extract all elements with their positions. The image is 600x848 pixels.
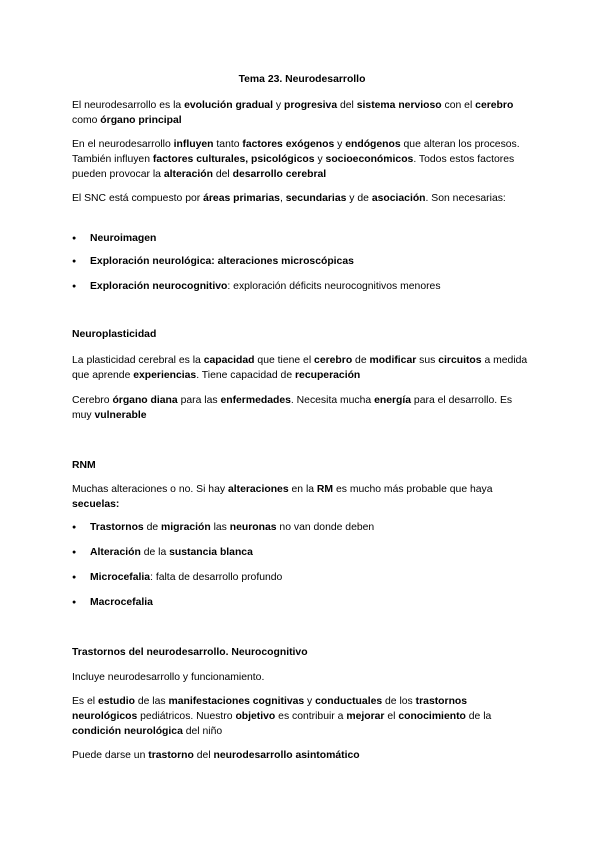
trastornos-paragraph-1: [72, 670, 532, 685]
text-run: En el neurodesarrollo: [72, 139, 174, 150]
bold-text: Macrocefalia: [90, 597, 153, 608]
text-run: La plasticidad cerebral es la: [72, 355, 204, 366]
text-run: del: [212, 169, 233, 180]
bold-text: cerebro: [314, 355, 353, 366]
bold-text: progresiva: [283, 100, 338, 111]
trastornos-paragraph-2: [72, 694, 532, 739]
intro-paragraph-1: [72, 98, 532, 128]
text-run: . Todos estos factores pueden provocar la: [72, 154, 515, 180]
bold-text: neurodesarrollo asintomático: [213, 750, 360, 761]
rnm-paragraph-1: [72, 482, 532, 512]
bold-text: evolución gradual: [184, 100, 273, 111]
bold-text: estudio: [98, 696, 135, 707]
text-run: El neurodesarrollo es la: [72, 100, 185, 111]
bold-text: mejorar: [346, 711, 385, 722]
bold-text: recuperación: [295, 370, 361, 381]
bold-text: energía: [374, 395, 412, 406]
bold-text: órgano diana: [112, 395, 178, 406]
bold-text: capacidad: [203, 355, 255, 366]
text-run: El SNC está compuesto por: [72, 193, 204, 204]
intro-paragraph-3: [72, 191, 532, 206]
text-run: a medida que aprende: [72, 355, 528, 381]
text-run: de los: [382, 696, 416, 707]
bold-text: objetivo: [235, 711, 276, 722]
list-item: [90, 231, 530, 246]
text-run: y: [314, 154, 326, 165]
bold-text: alteraciones: [227, 484, 289, 495]
text-run: del: [337, 100, 357, 111]
text-run: Es el: [72, 696, 98, 707]
bold-text: modificar: [369, 355, 417, 366]
bold-text: Exploración neurológica: alteraciones microscópicas: [90, 256, 354, 267]
text-run: : exploración déficits neurocognitivos menores: [227, 281, 441, 292]
text-run: con el: [441, 100, 476, 111]
text-run: para las: [177, 395, 221, 406]
bold-text: conductuales: [315, 696, 383, 707]
text-run: en la: [288, 484, 317, 495]
text-run: Muchas alteraciones o no. Si hay: [72, 484, 228, 495]
bold-text: migración: [161, 522, 211, 533]
bold-text: influyen: [173, 139, 214, 150]
section-heading-rnm: RNM: [72, 460, 96, 471]
list-item: [90, 570, 530, 585]
list-item: [90, 254, 530, 269]
text-run: ,: [279, 193, 286, 204]
bold-text: condición neurológica: [72, 726, 183, 737]
bold-text: Trastornos: [90, 522, 144, 533]
bold-text: neuronas: [229, 522, 277, 533]
text-run: no van donde deben: [276, 522, 375, 533]
text-run: del niño: [182, 726, 223, 737]
text-run: y: [334, 139, 346, 150]
text-run: de: [352, 355, 370, 366]
bold-text: trastornos neurológicos: [72, 696, 468, 722]
bold-text: secuelas:: [72, 499, 120, 510]
text-run: que tiene el: [254, 355, 315, 366]
text-run: de la: [140, 547, 170, 558]
bold-text: secundarias: [285, 193, 347, 204]
text-run: es contribuir a: [275, 711, 347, 722]
list-item: [90, 279, 530, 294]
text-run: Puede darse un: [72, 750, 149, 761]
text-run: y: [272, 100, 284, 111]
bold-text: circuitos: [438, 355, 482, 366]
text-run: como: [72, 115, 101, 126]
page-title: Tema 23. Neurodesarrollo: [238, 74, 366, 85]
bold-text: sistema nervioso: [356, 100, 442, 111]
text-run: Incluye neurodesarrollo y funcionamiento.: [72, 672, 265, 683]
neuroplasticidad-paragraph-2: [72, 393, 532, 423]
neuroplasticidad-paragraph-1: [72, 353, 532, 383]
text-run: es mucho más probable que haya: [333, 484, 493, 495]
bold-text: manifestaciones cognitivas: [168, 696, 305, 707]
bold-text: Neuroimagen: [90, 233, 157, 244]
bold-text: áreas primarias: [203, 193, 280, 204]
trastornos-paragraph-3: [72, 748, 532, 763]
bold-text: desarrollo cerebral: [232, 169, 327, 180]
list-item: [90, 545, 530, 560]
bold-text: Microcefalia: [90, 572, 151, 583]
text-run: pediátricos. Nuestro: [137, 711, 236, 722]
text-run: . Son necesarias:: [425, 193, 506, 204]
text-run: del: [193, 750, 214, 761]
text-run: sus: [416, 355, 439, 366]
list-item: [90, 520, 530, 535]
text-run: . Tiene capacidad de: [196, 370, 296, 381]
bold-text: endógenos: [345, 139, 401, 150]
bold-text: asociación: [371, 193, 426, 204]
text-run: para el desarrollo. Es muy: [72, 395, 513, 421]
bold-text: experiencias: [133, 370, 197, 381]
text-run: de las: [134, 696, 169, 707]
bold-text: factores exógenos: [242, 139, 335, 150]
text-run: y: [304, 696, 316, 707]
bold-text: enfermedades: [220, 395, 291, 406]
bold-text: cerebro: [475, 100, 514, 111]
bold-text: trastorno: [148, 750, 194, 761]
text-run: las: [210, 522, 230, 533]
bold-text: Alteración: [90, 547, 141, 558]
text-run: de la: [465, 711, 492, 722]
bold-text: Exploración neurocognitivo: [90, 281, 228, 292]
bold-text: órgano principal: [100, 115, 182, 126]
bold-text: factores culturales, psicológicos: [152, 154, 315, 165]
text-run: que alteran los procesos. También influyen: [72, 139, 520, 165]
text-run: de: [143, 522, 162, 533]
list-item: [90, 595, 530, 610]
text-run: tanto: [213, 139, 243, 150]
bold-text: conocimiento: [398, 711, 466, 722]
text-run: y de: [346, 193, 372, 204]
text-run: Cerebro: [72, 395, 113, 406]
text-run: el: [384, 711, 399, 722]
bold-text: sustancia blanca: [169, 547, 253, 558]
bold-text: alteración: [163, 169, 213, 180]
text-run: . Necesita mucha: [290, 395, 375, 406]
section-heading-trastornos: Trastornos del neurodesarrollo. Neurocognitivo: [72, 647, 308, 658]
bold-text: socioeconómicos: [325, 154, 414, 165]
text-run: : falta de desarrollo profundo: [150, 572, 283, 583]
bold-text: RM: [316, 484, 334, 495]
section-heading-neuroplasticidad: Neuroplasticidad: [72, 329, 157, 340]
bold-text: vulnerable: [94, 410, 147, 421]
intro-paragraph-2: [72, 137, 532, 182]
